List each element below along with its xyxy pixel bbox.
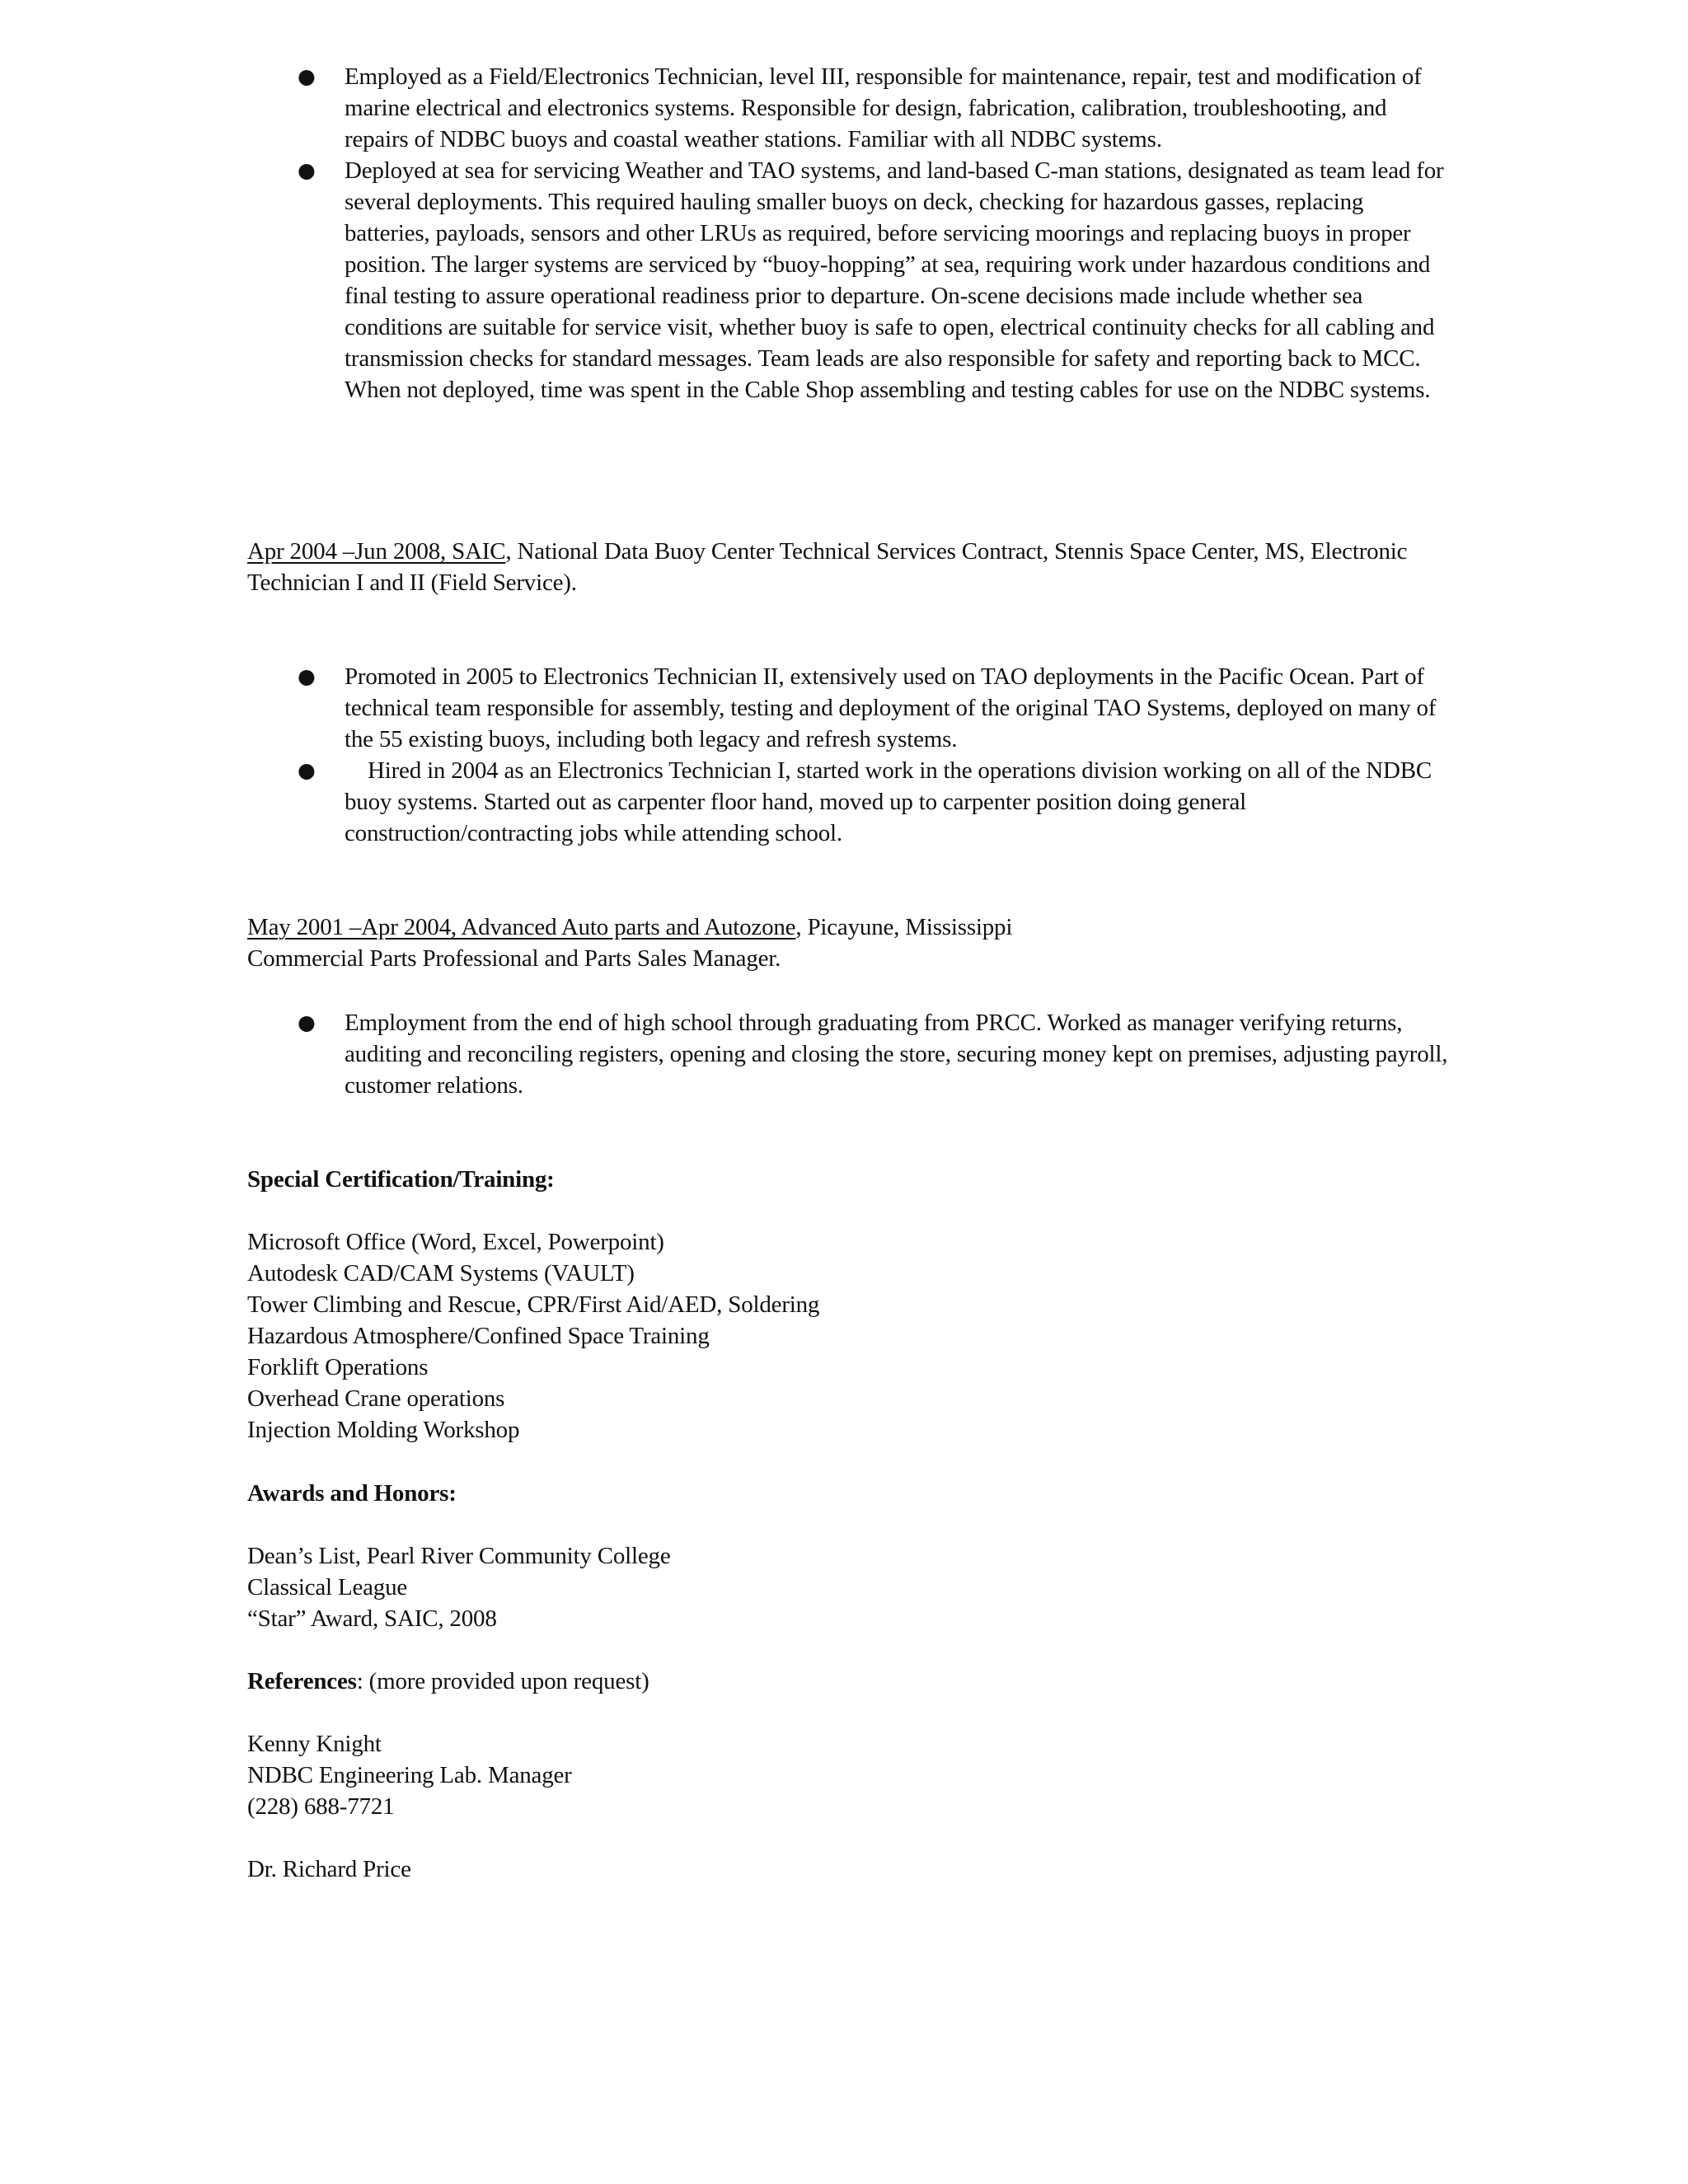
job3-dates-employer: May 2001 –Apr 2004, Advanced Auto parts and Autozone [247,914,796,940]
reference-1-name: Kenny Knight [247,1731,382,1757]
certification-item: Autodesk CAD/CAM Systems (VAULT) [247,1260,635,1286]
job3-header-line-1 [247,912,1451,943]
bullet-icon: ● [298,758,316,782]
references-section [247,1666,1451,1885]
certification-item: Overhead Crane operations [247,1385,505,1412]
awards-heading: Awards and Honors: [247,1480,457,1507]
reference-1-title: NDBC Engineering Lab. Manager [247,1762,572,1788]
job2-bullet-2-text: Hired in 2004 as an Electronics Technician I, started work in the operations division working on all of the NDBC buoy systems. Started out as carpenter floor hand, moved up to carpenter position doing general construction/contracting jobs while attending school. [345,757,1432,846]
job2-bullet-1-text: Promoted in 2005 to Electronics Technician II, extensively used on TAO deployments in the Pacific Ocean. Part of technical team responsible for assembly, testing and deployment of the original TAO Systems, deployed on many of the 55 existing buoys, including both legacy and refresh systems. [345,663,1437,752]
award-item: “Star” Award, SAIC, 2008 [247,1605,497,1632]
certification-item: Microsoft Office (Word, Excel, Powerpoint) [247,1229,664,1255]
certification-item: Hazardous Atmosphere/Confined Space Training [247,1323,710,1349]
reference-1-phone: (228) 688-7721 [247,1793,395,1820]
list-item [247,1007,1451,1101]
list-item [247,155,1451,405]
bullet-icon: ● [298,1010,316,1034]
job2-header [247,536,1451,598]
certification-item: Forklift Operations [247,1354,429,1380]
award-item: Dean’s List, Pearl River Community College [247,1543,671,1569]
job2-dates-employer: Apr 2004 –Jun 2008, SAIC [247,538,506,565]
certification-item: Tower Climbing and Rescue, CPR/First Aid/AED, Soldering [247,1291,820,1318]
job3-bullet-1-text: Employment from the end of high school through graduating from PRCC. Worked as manager verifying returns, auditing and reconciling registers, opening and closing the store, securing money kept on premises, adjusting payroll, customer relations. [345,1010,1448,1099]
certifications-heading: Special Certification/Training: [247,1166,555,1193]
references-note: : (more provided upon request) [356,1668,649,1694]
list-item [247,661,1451,755]
award-item: Classical League [247,1574,408,1601]
bullet-icon: ● [298,664,316,688]
job1-bullet-2-text: Deployed at sea for servicing Weather and TAO systems, and land-based C-man stations, designated as team lead for several deployments. This required hauling smaller buoys on deck, checking for hazardous gasses, replacing batteries, payloads, sensors and other LRUs as required, before servicing moorings and replacing buoys in proper position. The larger systems are serviced by “buoy-hopping” at sea, requiring work under hazardous conditions and final testing to assure operational readiness prior to departure. On-scene decisions made include whether sea conditions are suitable for service visit, whether buoy is safe to open, electrical continuity checks for all cabling and transmission checks for standard messages. Team leads are also responsible for safety and reporting back to MCC. When not deployed, time was spent in the Cable Shop assembling and testing cables for use on the NDBC systems. [345,157,1444,403]
job2-description: , National Data Buoy Center Technical Services Contract, Stennis Space Center, MS, Electronic Technician I and II (Field Service). [247,538,1408,596]
list-item [247,755,1451,849]
job2-bullet-list [247,661,1451,849]
job3-header [247,912,1451,974]
awards-section [247,1478,1451,1634]
job1-bullet-1-text: Employed as a Field/Electronics Technician, level III, responsible for maintenance, repair, test and modification of marine electrical and electronics systems. Responsible for design, fabrication, calibration, troubleshooting, and repairs of NDBC buoys and coastal weather stations. Familiar with all NDBC systems. [345,63,1422,152]
reference-2-name: Dr. Richard Price [247,1856,411,1882]
certification-item: Injection Molding Workshop [247,1417,520,1443]
certifications-section [247,1164,1451,1446]
job3-title: Commercial Parts Professional and Parts Sales Manager. [247,945,781,972]
bullet-icon: ● [298,64,316,88]
references-heading-line [247,1666,1451,1697]
job3-location: , Picayune, Mississippi [795,914,1013,940]
job3-bullet-list [247,1007,1451,1101]
references-heading: References [247,1668,357,1694]
bullet-icon: ● [298,158,316,182]
job1-bullet-list [247,61,1451,405]
list-item [247,61,1451,155]
